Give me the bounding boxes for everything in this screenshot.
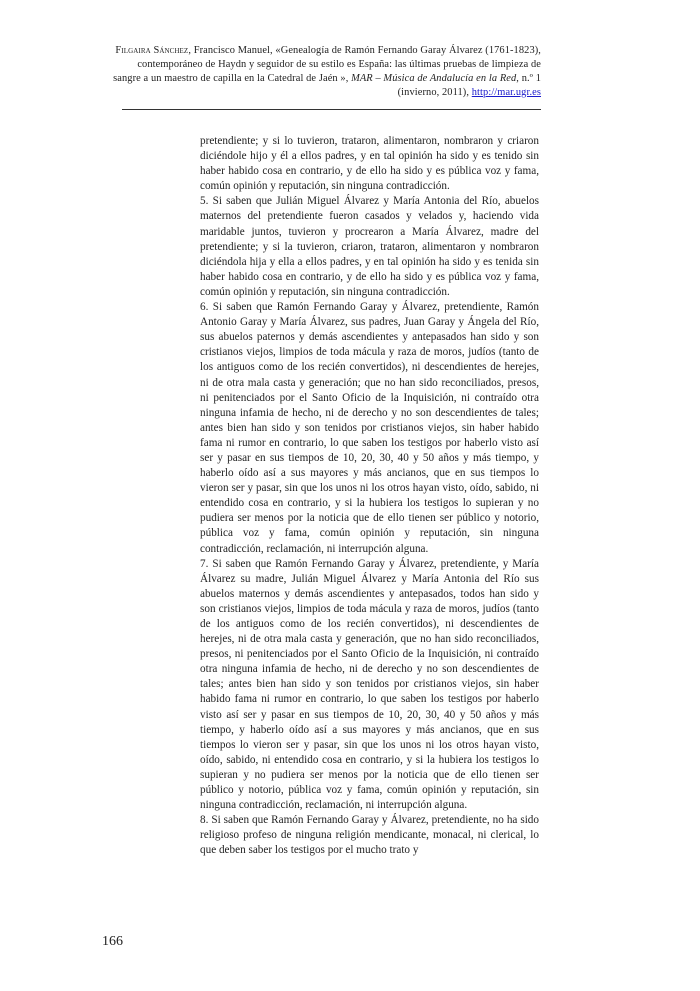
page-number: 166	[102, 934, 123, 949]
paragraph-item-6: 6. Si saben que Ramón Fernando Garay y Álvarez, pretendiente, Ramón Antonio Garay y María Álvarez, sus padres, Juan Garay y Ángela del Río, sus abuelos paternos y demás ascendientes y antepasados han sido y son cristianos viejos, limpios de toda mácula y raza de moros, judíos (tanto de los antiguos como de los recién convertidos), ni descendientes de herejes, ni de otra mala casta y generación; que no han sido reconciliados, presos, ni penitenciados por el Santo Oficio de la Inquisición, ni contraído otra ninguna infamia de hecho, ni de derecho y no son descendientes de tales; antes bien han sido y son tenidos por cristianos viejos, sin haber habido fama ni rumor en contrario, lo que saben los testigos por haberlo visto así ser y pasar en sus tiempos de 10, 20, 30, 40 y 50 años y más tiempo, y haberlo oído así a sus mayores y más ancianos, que en sus tiempos lo vieron ser y pasar, sin que los unos ni los otros hayan visto, oído, sabido, ni entendido cosa en contrario, y si la hubiera los testigos lo supieran y no pudiera ser menos por la noticia que de ello tienen ser público y notorio, pública voz y fama, común opinión y reputación, sin ninguna contradicción, reclamación, ni interrupción alguna.	[200, 301, 539, 555]
paragraph-continuation: pretendiente; y si lo tuvieron, trataron, alimentaron, nombraron y criaron diciéndole hijo y él a ellos padres, y en tal opinión ha sido y es tenido sin haber habido cosa en contrario, y de ello ha sido y es pública voz y fama, común opinión y reputación, sin ninguna contradicción.	[200, 135, 539, 193]
header-divider	[122, 109, 541, 110]
paragraph-item-5: 5. Si saben que Julián Miguel Álvarez y María Antonia del Río, abuelos maternos del pretendiente fueron casados y velados y, haciendo vida maridable juntos, tuvieron y procrearon a María Álvarez, madre del pretendiente; y si la tuvieron, criaron, trataron, alimentaron y nombraron diciéndola hija y ella a ellos padres, y en tal opinión ha sido y es tenida sin haber habido cosa en contrario, y de ello ha sido y es pública voz y fama, común opinión y reputación, sin ninguna contradicción.	[200, 195, 539, 298]
header-author: Filgaira Sánchez	[115, 45, 189, 56]
header-url-link[interactable]: http://mar.ugr.es	[471, 87, 541, 98]
running-header	[110, 44, 541, 100]
header-citation-b: , n.º 1 (invierno, 2011),	[397, 73, 541, 98]
paragraph-item-8: 8. Si saben que Ramón Fernando Garay y Álvarez, pretendiente, no ha sido religioso profeso de ninguna religión mendicante, monacal, ni clerical, lo que deben saber los testigos por el mucho trato y	[200, 814, 539, 857]
body-text	[200, 134, 539, 859]
header-journal: MAR – Música de Andalucía en la Red	[351, 73, 517, 84]
header-citation-a: , Francisco Manuel, «Genealogía de Ramón Fernando Garay Álvarez (1761-1823), contemporáneo de Haydn y seguidor de su estilo es España: las últimas pruebas de limpieza de sangre a un maestro de capilla en la Catedral de Jaén »,	[113, 45, 541, 84]
paragraph-item-7: 7. Si saben que Ramón Fernando Garay y Álvarez, pretendiente, y María Álvarez su madre, Julián Miguel Álvarez y María Antonia del Río sus abuelos maternos y demás ascendientes y antepasados, todos han sido y son cristianos viejos, limpios de toda mácula y raza de moros, judíos (tanto de los antiguos como de los recién convertidos), ni descendientes de herejes, ni de otra mala casta y generación, que no han sido reconciliados, presos, ni penitenciados por el Santo Oficio de la Inquisición, ni contraído otra ninguna infamia de hecho, ni de derecho y no son descendientes de tales; antes bien han sido y son tenidos por cristianos viejos, sin haber habido fama ni rumor en contrario, lo que saben los testigos por haberlo visto así ser y pasar en sus tiempos de 10, 20, 30, 40 y 50 años y más tiempo, y haberlo oído así a sus mayores y más ancianos, que en sus tiempos lo vieron ser y pasar, sin que los unos ni los otros hayan visto, oído, sabido, ni entendido cosa en contrario, y si la hubiera los testigos lo supieran y no pudiera ser menos por la noticia que de ello tienen ser público y notorio, pública voz y fama, común opinión y reputación, sin ninguna contradicción, reclamación, ni interrupción alguna.	[200, 557, 539, 812]
